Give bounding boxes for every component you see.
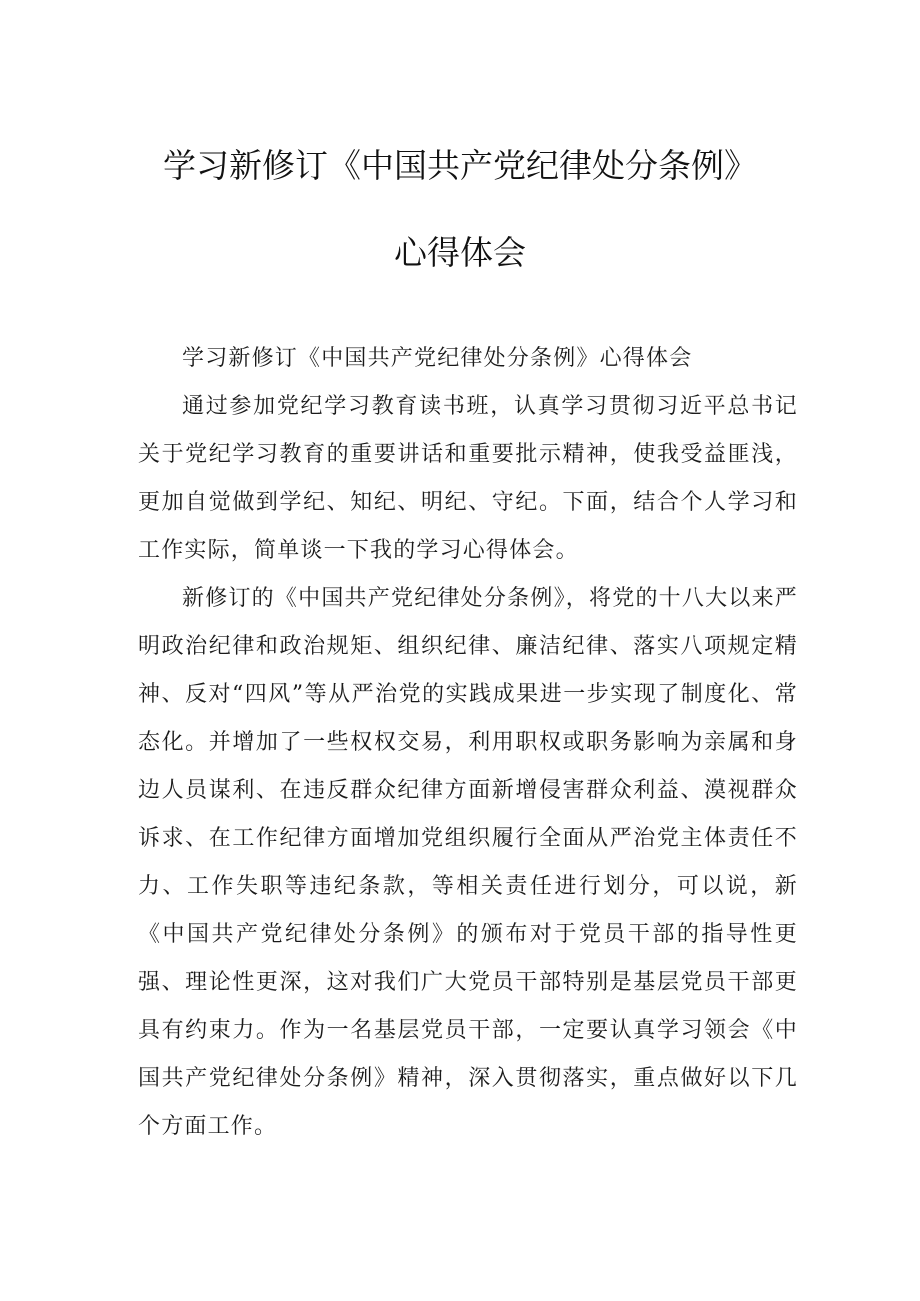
paragraph-regulation: 新修订的《中国共产党纪律处分条例》，将党的十八大以来严明政治纪律和政治规矩、组织纪律、廉洁纪律、落实八项规定精神、反对“四风”等从严治党的实践成果进一步实现了制度化、常态化。并增加了一些权权交易，利用职权或职务影响为亲属和身边人员谋利、在违反群众纪律方面新增侵害群众利益、漠视群众诉求、在工作纪律方面增加党组织履行全面从严治党主体责任不力、工作失职等违纪条款，等相关责任进行划分，可以说，新《中国共产党纪律处分条例》的颁布对于党员干部的指导性更强、理论性更深，这对我们广大党员干部特别是基层党员干部更具有约束力。作为一名基层党员干部，一定要认真学习领会《中国共产党纪律处分条例》精神，深入贯彻落实，重点做好以下几个方面工作。 xyxy=(138,586,798,1139)
paragraph-intro: 通过参加党纪学习教育读书班，认真学习贯彻习近平总书记关于党纪学习教育的重要讲话和重要批示精神，使我受益匪浅，更加自觉做到学纪、知纪、明纪、守纪。下面，结合个人学习和工作实际，简单谈一下我的学习心得体会。 xyxy=(138,394,798,563)
paragraph-subtitle: 学习新修订《中国共产党纪律处分条例》心得体会 xyxy=(182,346,693,371)
document-title-line2: 心得体会 xyxy=(394,233,526,272)
document-body xyxy=(138,335,798,1151)
document-title-line1: 学习新修订《中国共产党纪律处分条例》 xyxy=(163,146,757,185)
